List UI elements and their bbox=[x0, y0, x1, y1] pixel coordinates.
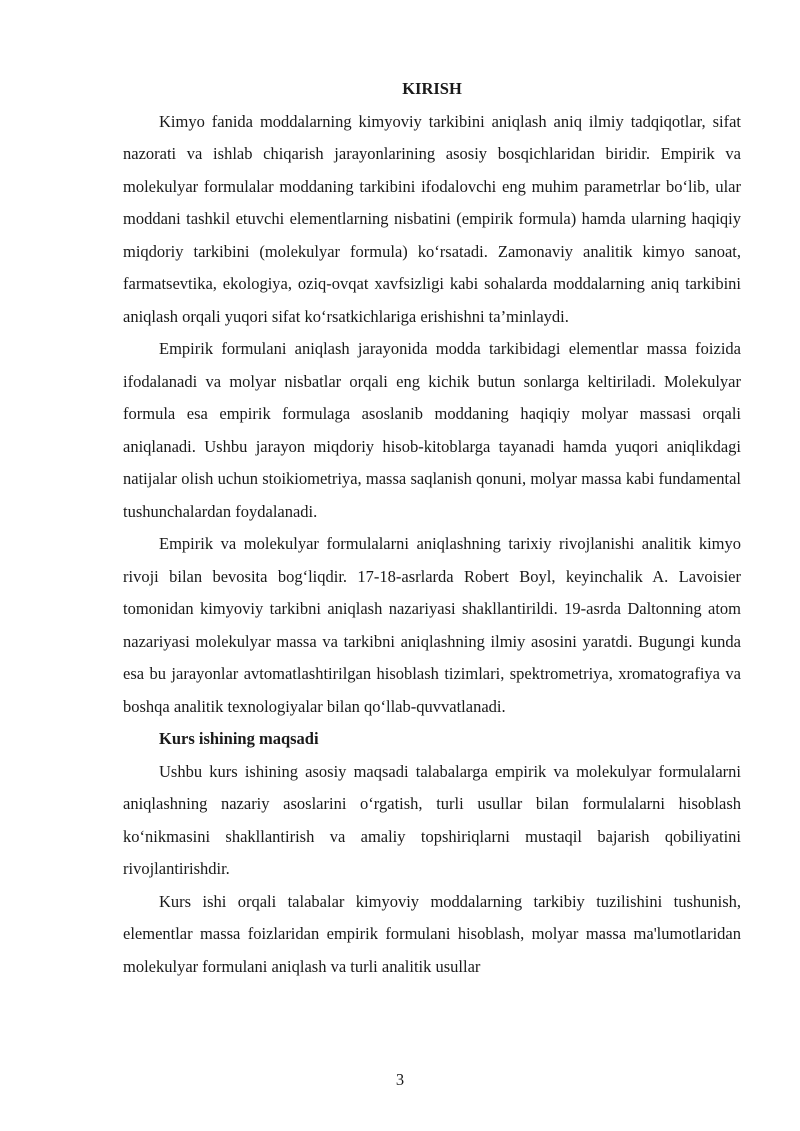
document-page bbox=[123, 73, 741, 983]
page-number: 3 bbox=[395, 1070, 405, 1089]
subheading-goal: Kurs ishining maqsadi bbox=[159, 729, 319, 748]
paragraph-empirical-formula: Empirik formulani aniqlash jarayonida modda tarkibidagi elementlar massa foizida ifodalanadi va molyar nisbatlar orqali eng kichik butun sonlarga keltiriladi. Molekulyar formula esa empirik formulaga asoslanib moddaning haqiqiy molyar massasi orqali aniqlanadi. Ushbu jarayon miqdoriy hisob-kitoblarga tayanadi hamda yuqori aniqlikdagi natijalar olish uchun stoikiometriya, massa saqlanish qonuni, molyar massa kabi fundamental tushunchalardan foydalanadi. bbox=[123, 339, 741, 521]
paragraph-history: Empirik va molekulyar formulalarni aniqlashning tarixiy rivojlanishi analitik kimyo rivoji bilan bevosita bog‘liqdir. 17-18-asrlarda Robert Boyl, keyinchalik A. Lavoisier tomonidan kimyoviy tarkibni aniqlash nazariyasi shakllantirildi. 19-asrda Daltonning atom nazariyasi molekulyar massa va tarkibni aniqlashning ilmiy asosini yaratdi. Bugungi kunda esa bu jarayonlar avtomatlashtirilgan hisoblash tizimlari, spektrometriya, xromatografiya va boshqa analitik texnologiyalar bilan qo‘llab-quvvatlanadi. bbox=[123, 534, 741, 716]
section-title: KIRISH bbox=[402, 79, 462, 98]
paragraph-outcomes: Kurs ishi orqali talabalar kimyoviy moddalarning tarkibiy tuzilishini tushunish, elementlar massa foizlaridan empirik formulani hisoblash, molyar massa ma'lumotlaridan molekulyar formulani aniqlash va turli analitik usullar bbox=[123, 891, 741, 976]
paragraph-intro: Kimyo fanida moddalarning kimyoviy tarkibini aniqlash aniq ilmiy tadqiqotlar, sifat nazorati va ishlab chiqarish jarayonlarining asosiy bosqichlaridan biridir. Empirik va molekulyar formulalar moddaning tarkibini ifodalovchi eng muhim parametrlar bo‘lib, ular moddani tashkil etuvchi elementlarning nisbatini (empirik formula) hamda ularning haqiqiy miqdoriy tarkibini (molekulyar formula) ko‘rsatadi. Zamonaviy analitik kimyo sanoat, farmatsevtika, ekologiya, oziq-ovqat xavfsizligi kabi sohalarda moddalarning aniq tarkibini aniqlash orqali yuqori sifat ko‘rsatkichlariga erishishni ta’minlaydi. bbox=[123, 111, 741, 326]
paragraph-goal: Ushbu kurs ishining asosiy maqsadi talabalarga empirik va molekulyar formulalarni aniqlashning nazariy asoslarini o‘rgatish, turli usullar bilan formulalarni hisoblash ko‘nikmasini shakllantirish va amaliy topshiriqlarni mustaqil bajarish qobiliyatini rivojlantirishdir. bbox=[123, 761, 741, 878]
